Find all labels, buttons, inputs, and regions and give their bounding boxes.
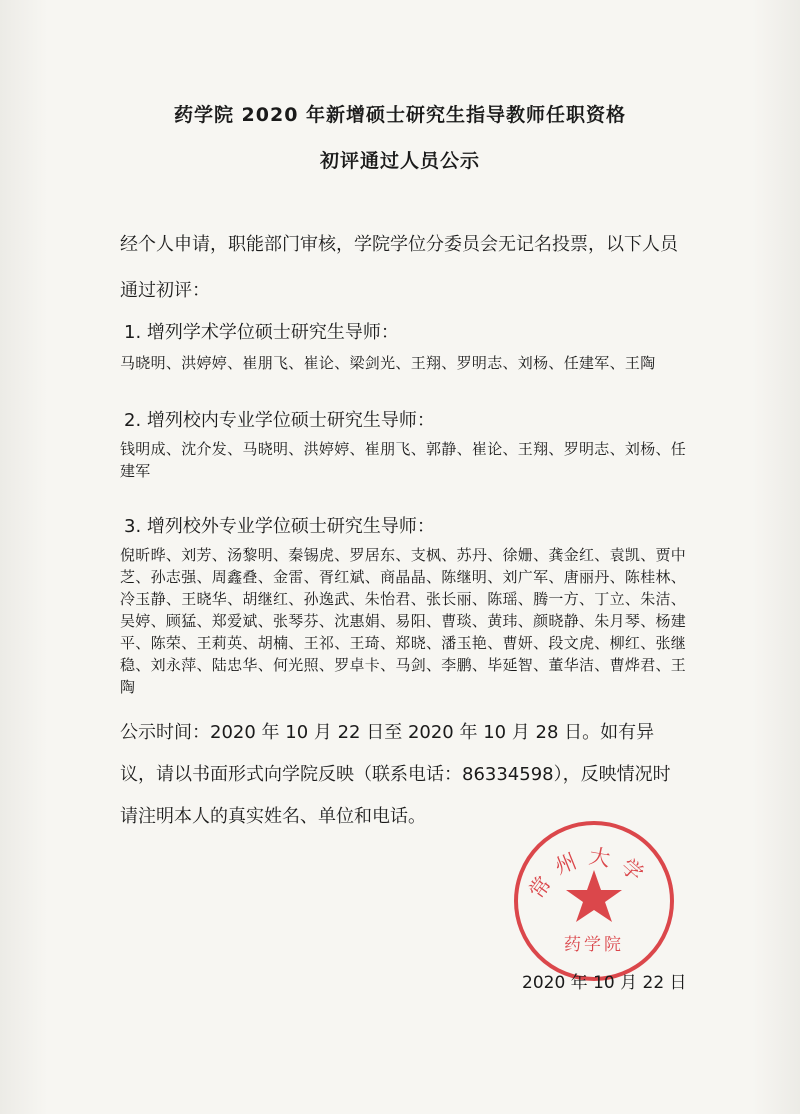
title-line-2: 初评通过人员公示 <box>319 150 480 172</box>
section-2-heading: 2. 增列校内专业学位硕士研究生导师： <box>124 410 435 431</box>
notice-paragraph: 公示时间：2020 年 10 月 22 日至 2020 年 10 月 28 日。如有异议，请以书面形式向学院反映（联系电话：86334598），反映情况时请注明本人的真实姓名、单位和电话。 <box>120 722 671 827</box>
section-1-heading: 1. 增列学术学位硕士研究生导师： <box>124 322 399 343</box>
intro-paragraph: 经个人申请，职能部门审核，学院学位分委员会无记名投票，以下人员通过初评： <box>120 234 678 301</box>
section-1-names: 马晓明、洪婷婷、崔朋飞、崔论、梁剑光、王翔、罗明志、刘杨、任建军、王陶 <box>120 354 656 372</box>
document-date: 2020 年 10 月 22 日 <box>522 973 687 993</box>
section-3-names: 倪昕晔、刘芳、汤黎明、秦锡虎、罗居东、支枫、苏丹、徐姗、龚金红、袁凯、贾中芝、孙志强、周鑫叠、金雷、胥红斌、商晶晶、陈继明、刘广军、唐丽丹、陈桂林、冷玉静、王晓华、胡继红、孙逸武、朱怡君、张长丽、陈瑶、腾一方、丁立、朱洁、吴婷、顾猛、郑爱斌、张琴芬、沈惠娟、易阳、曹琰、黄玮、颜晓静、朱月琴、杨建平、陈荣、王莉英、胡楠、王祁、王琦、郑晓、潘玉艳、曹妍、段文虎、柳红、张继稳、刘永萍、陆忠华、何光照、罗卓卡、马剑、李鹏、毕延智、董华洁、曹烨君、王陶 <box>120 546 687 696</box>
seal-top-text: 常州大学 <box>524 843 656 903</box>
official-seal-stamp <box>511 818 677 984</box>
section-3-heading: 3. 增列校外专业学位硕士研究生导师： <box>124 516 435 537</box>
seal-star-icon <box>566 870 622 922</box>
section-2-names: 钱明成、沈介发、马晓明、洪婷婷、崔朋飞、郭静、崔论、王翔、罗明志、刘杨、任建军 <box>120 440 687 480</box>
seal-bottom-text: 药学院 <box>564 935 624 955</box>
title-line-1: 药学院 2020 年新增硕士研究生指导教师任职资格 <box>173 104 627 126</box>
